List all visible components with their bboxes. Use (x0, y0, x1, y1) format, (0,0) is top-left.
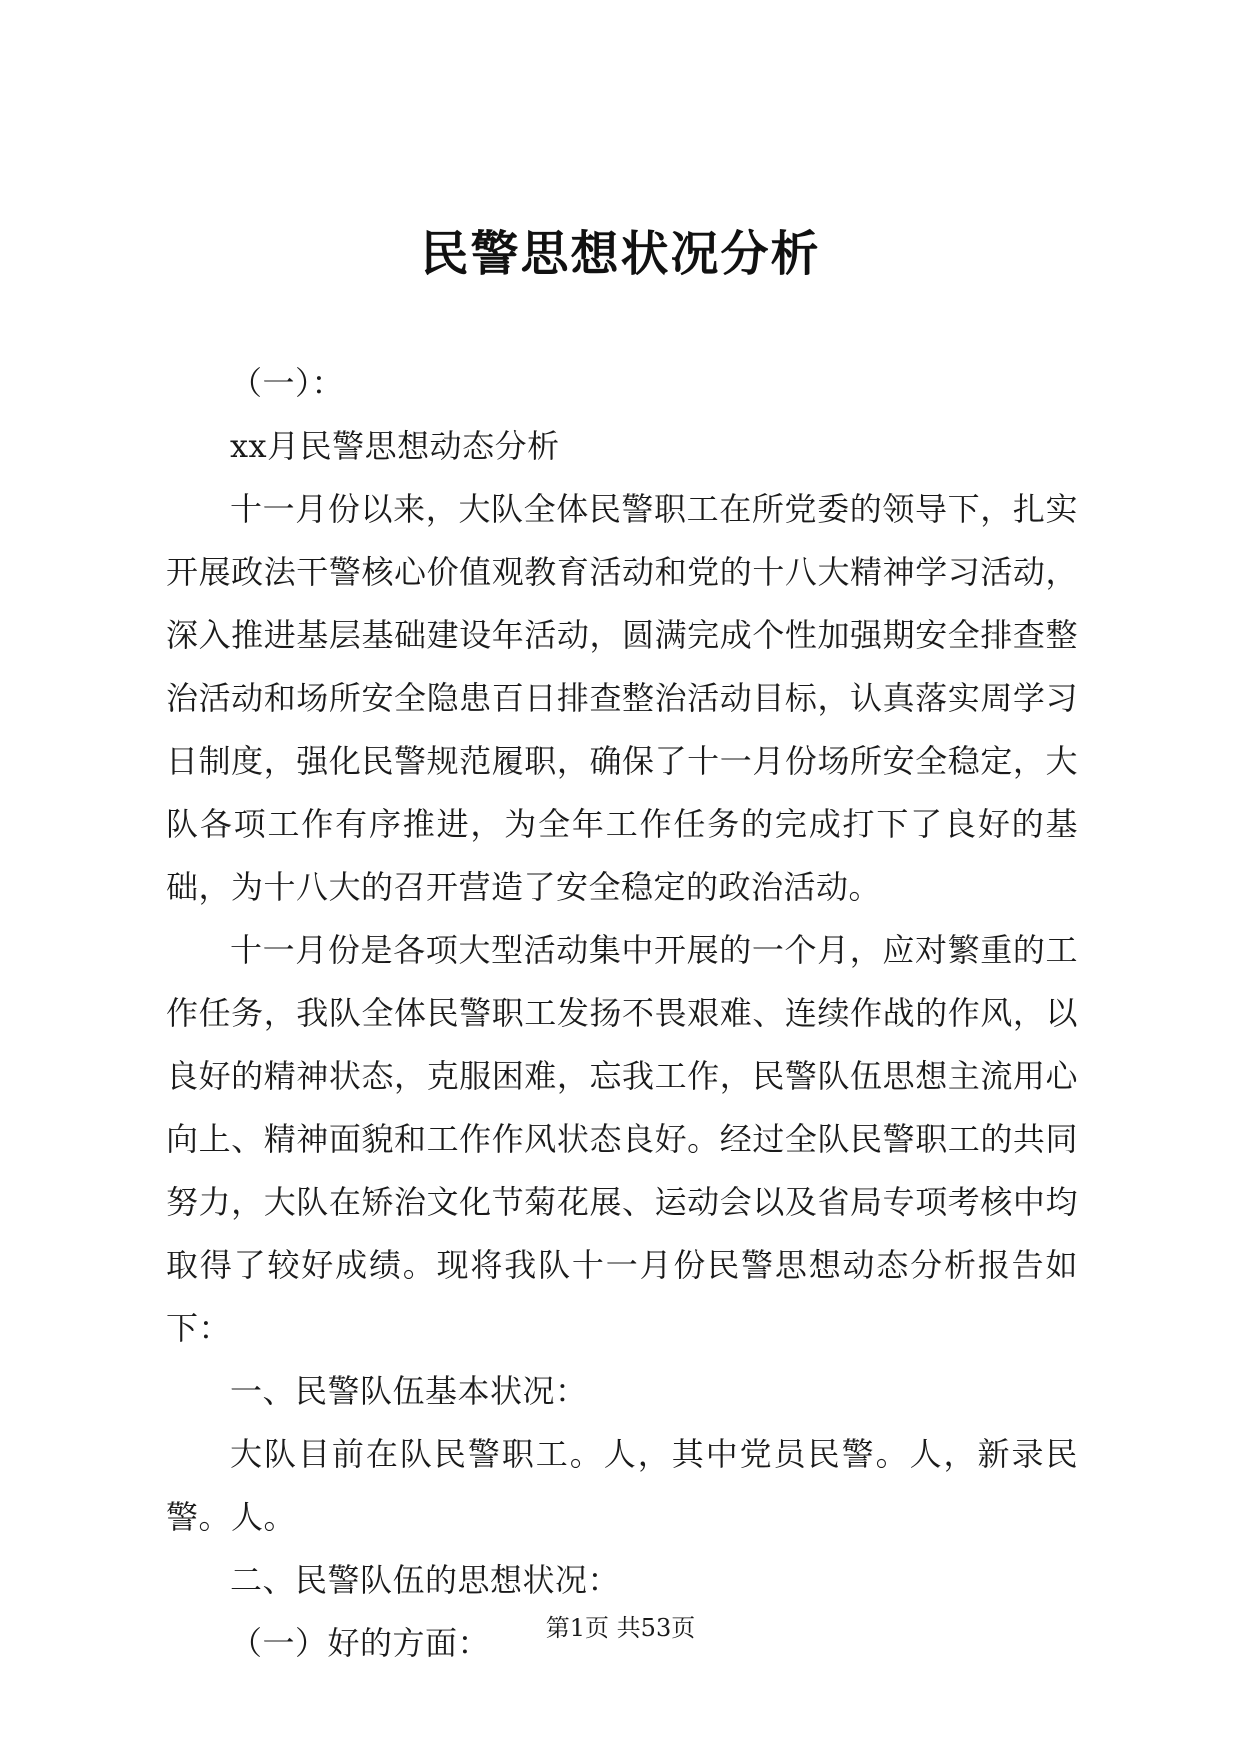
subsection-heading-positive: （一）好的方面： (230, 1624, 491, 1662)
document-body (166, 352, 1078, 1675)
section-heading-thought-status: 二、民警队伍的思想状况： (230, 1561, 621, 1599)
section-heading-basic-status: 一、民警队伍基本状况： (230, 1372, 588, 1410)
page-footer: 第1页 共53页 (545, 1614, 696, 1642)
paragraph-staff-count: 大队目前在队民警职工。人，其中党员民警。人，新录民警。人。 (166, 1435, 1078, 1536)
paragraph-subheading: （一）： (230, 364, 345, 402)
paragraph-overview: 十一月份是各项大型活动集中开展的一个月，应对繁重的工作任务，我队全体民警职工发扬不畏艰难、连续作战的作风，以良好的精神状态，克服困难，忘我工作，民警队伍思想主流用心向上、精神面貌和工作作风状态良好。经过全队民警职工的共同努力，大队在矫治文化节菊花展、运动会以及省局专项考核中均取得了较好成绩。现将我队十一月份民警思想动态分析报告如下： (166, 931, 1078, 1347)
paragraph-report-title: xx月民警思想动态分析 (230, 427, 560, 465)
paragraph-intro: 十一月份以来，大队全体民警职工在所党委的领导下，扎实开展政法干警核心价值观教育活动和党的十八大精神学习活动，深入推进基层基础建设年活动，圆满完成个性加强期安全排查整治活动和场所安全隐患百日排查整治活动目标，认真落实周学习日制度，强化民警规范履职，确保了十一月份场所安全稳定，大队各项工作有序推进，为全年工作任务的完成打下了良好的基础，为十八大的召开营造了安全稳定的政治活动。 (166, 490, 1078, 906)
document-title: 民警思想状况分析 (420, 226, 821, 282)
